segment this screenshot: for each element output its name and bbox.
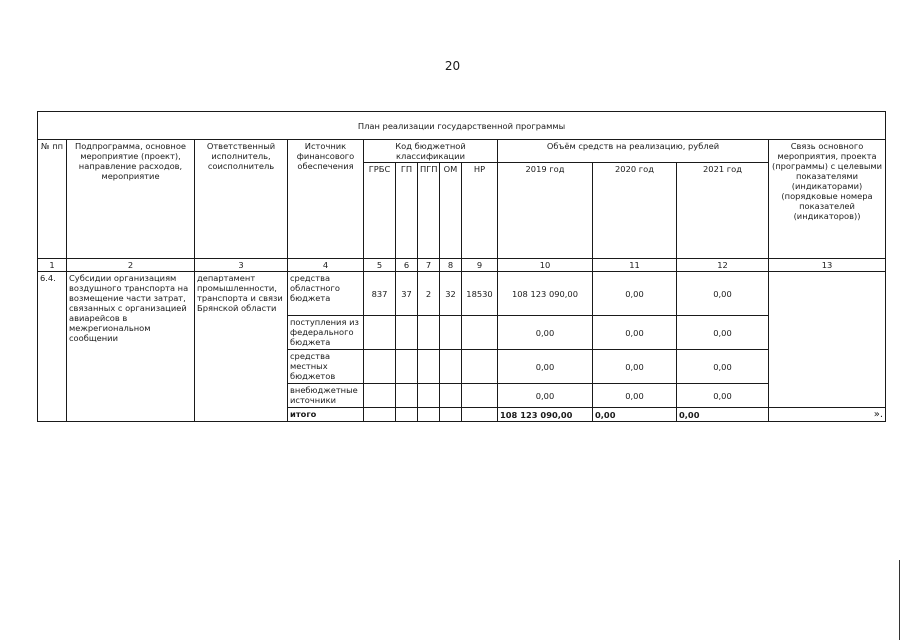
- header-year-2020: 2020 год: [593, 163, 677, 259]
- page-edge-line: [899, 560, 900, 640]
- column-number: 11: [593, 259, 677, 272]
- header-gp: ГП: [396, 163, 418, 259]
- header-source: Источник финансового обеспечения: [288, 140, 364, 259]
- total-label: итого: [288, 408, 364, 422]
- om-value: 32: [440, 272, 462, 316]
- header-responsible: Ответственный исполнитель, соисполнитель: [195, 140, 288, 259]
- column-number: 12: [677, 259, 769, 272]
- header-link: Связь основного мероприятия, проекта (программы) с целевыми показателями (индикаторами) (порядковые номера показателей (индикаторов)): [769, 140, 886, 259]
- gp-value: [396, 408, 418, 422]
- total-2019: 108 123 090,00: [498, 408, 593, 422]
- total-2021: 0,00: [677, 408, 769, 422]
- column-number: 9: [462, 259, 498, 272]
- column-number: 1: [38, 259, 67, 272]
- column-number: 8: [440, 259, 462, 272]
- column-number: 2: [67, 259, 195, 272]
- header-year-2021: 2021 год: [677, 163, 769, 259]
- grbs-value: [364, 408, 396, 422]
- source-name: средства областного бюджета: [288, 272, 364, 316]
- amount-2020: 0,00: [593, 350, 677, 384]
- grbs-value: [364, 350, 396, 384]
- header-year-2019: 2019 год: [498, 163, 593, 259]
- header-budget-code: Код бюджетной классификации: [364, 140, 498, 163]
- om-value: [440, 350, 462, 384]
- om-value: [440, 384, 462, 408]
- column-number: 6: [396, 259, 418, 272]
- page-number: 20: [444, 59, 461, 73]
- amount-2019: 0,00: [498, 316, 593, 350]
- header-np: НР: [462, 163, 498, 259]
- np-value: 18530: [462, 272, 498, 316]
- np-value: [462, 384, 498, 408]
- source-name: поступления из федерального бюджета: [288, 316, 364, 350]
- amount-2019: 0,00: [498, 350, 593, 384]
- pgp-value: [418, 408, 440, 422]
- header-subprogram: Подпрограмма, основное мероприятие (проект), направление расходов, мероприятие: [67, 140, 195, 259]
- pgp-value: 2: [418, 272, 440, 316]
- column-number-row: [38, 259, 886, 272]
- table-row: [38, 272, 886, 316]
- total-2020: 0,00: [593, 408, 677, 422]
- amount-2021: 0,00: [677, 350, 769, 384]
- plan-table: [37, 111, 886, 422]
- header-grbs: ГРБС: [364, 163, 396, 259]
- pgp-value: [418, 384, 440, 408]
- grbs-value: [364, 384, 396, 408]
- row-num: 6.4.: [38, 272, 67, 422]
- om-value: [440, 408, 462, 422]
- amount-2021: 0,00: [677, 316, 769, 350]
- gp-value: [396, 316, 418, 350]
- source-name: внебюджетные источники: [288, 384, 364, 408]
- closing-quote-mark: ».: [769, 408, 886, 422]
- column-number: 13: [769, 259, 886, 272]
- column-number: 3: [195, 259, 288, 272]
- om-value: [440, 316, 462, 350]
- amount-2019: 108 123 090,00: [498, 272, 593, 316]
- amount-2019: 0,00: [498, 384, 593, 408]
- gp-value: [396, 350, 418, 384]
- column-number: 5: [364, 259, 396, 272]
- np-value: [462, 316, 498, 350]
- np-value: [462, 408, 498, 422]
- source-name: средства местных бюджетов: [288, 350, 364, 384]
- header-pgp: ПГП: [418, 163, 440, 259]
- np-value: [462, 350, 498, 384]
- amount-2020: 0,00: [593, 384, 677, 408]
- amount-2020: 0,00: [593, 316, 677, 350]
- column-number: 10: [498, 259, 593, 272]
- row-responsible: департамент промышленности, транспорта и связи Брянской области: [195, 272, 288, 422]
- gp-value: [396, 384, 418, 408]
- row-subprogram: Субсидии организациям воздушного транспорта на возмещение части затрат, связанных с организацией авиарейсов в межрегиональном сообщении: [67, 272, 195, 422]
- gp-value: 37: [396, 272, 418, 316]
- grbs-value: [364, 316, 396, 350]
- table-title: План реализации государственной программы: [38, 112, 886, 140]
- header-om: ОМ: [440, 163, 462, 259]
- pgp-value: [418, 350, 440, 384]
- header-funding: Объём средств на реализацию, рублей: [498, 140, 769, 163]
- amount-2020: 0,00: [593, 272, 677, 316]
- amount-2021: 0,00: [677, 384, 769, 408]
- column-number: 4: [288, 259, 364, 272]
- column-number: 7: [418, 259, 440, 272]
- pgp-value: [418, 316, 440, 350]
- grbs-value: 837: [364, 272, 396, 316]
- amount-2021: 0,00: [677, 272, 769, 316]
- header-num: № пп: [38, 140, 67, 259]
- link-cell: [769, 272, 886, 408]
